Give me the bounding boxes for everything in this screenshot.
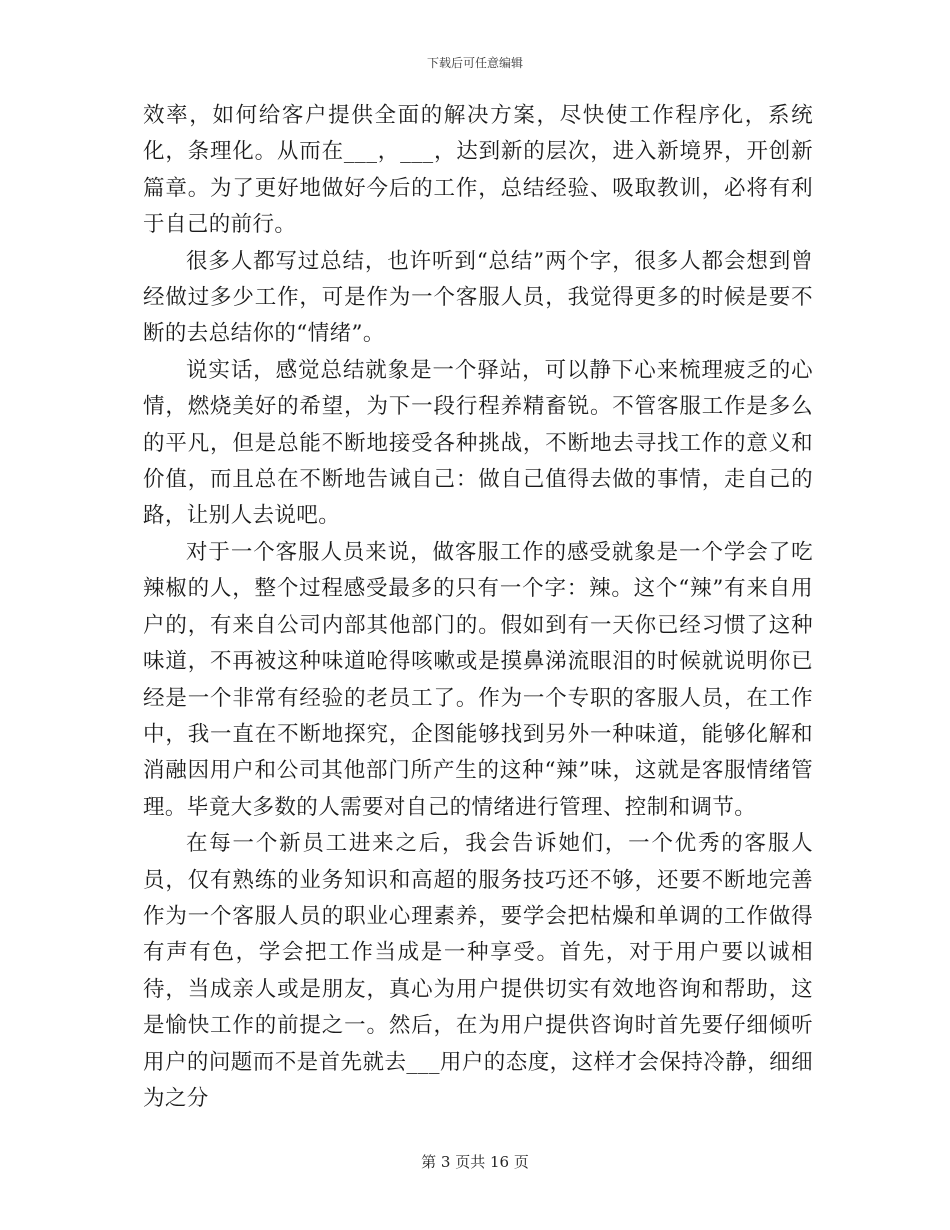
paragraph-4: 对于一个客服人员来说，做客服工作的感受就象是一个学会了吃辣椒的人，整个过程感受最多的只有一个字：辣。这个“辣”有来自用户的，有来自公司内部其他部门的。假如到有一天你已经习惯了这种味道，不再被这种味道呛得咳嗽或是摸鼻涕流眼泪的时候就说明你已经是一个非常有经验的老员工了。作为一个专职的客服人员，在工作中，我一直在不断地探究，企图能够找到另外一种味道，能够化解和消融因用户和公司其他部门所产生的这种“辣”味，这就是客服情绪管理。毕竟大多数的人需要对自己的情绪进行管理、控制和调节。 bbox=[143, 539, 813, 820]
paragraph-2: 很多人都写过总结，也许听到“总结”两个字，很多人都会想到曾经做过多少工作，可是作为一个客服人员，我觉得更多的时候是要不断的去总结你的“情绪”。 bbox=[143, 248, 813, 347]
paragraph-5: 在每一个新员工进来之后，我会告诉她们，一个优秀的客服人员，仅有熟练的业务知识和高超的服务技巧还不够，还要不断地完善作为一个客服人员的职业心理素养，要学会把枯燥和单调的工作做得有声有色，学会把工作当成是一种享受。首先，对于用户要以诚相待，当成亲人或是朋友，真心为用户提供切实有效地咨询和帮助，这是愉快工作的前提之一。然后，在为用户提供咨询时首先要仔细倾听用户的问题而不是首先就去___用户的态度，这样才会保持冷静，细细为之分 bbox=[143, 831, 813, 1111]
document-body bbox=[143, 98, 813, 1117]
page-number-footer: 第 3 页共 16 页 bbox=[421, 1153, 529, 1171]
page-header: 下载后可任意编辑 bbox=[426, 56, 523, 70]
paragraph-1: 效率，如何给客户提供全面的解决方案，尽快使工作程序化，系统化，条理化。从而在___，___，达到新的层次，进入新境界，开创新篇章。为了更好地做好今后的工作，总结经验、吸取教训，必将有利于自己的前行。 bbox=[143, 103, 813, 238]
paragraph-3: 说实话，感觉总结就象是一个驿站，可以静下心来梳理疲乏的心情，燃烧美好的希望，为下一段行程养精畜锐。不管客服工作是多么的平凡，但是总能不断地接受各种挑战，不断地去寻找工作的意义和价值，而且总在不断地告诫自己：做自己值得去做的事情，走自己的路，让别人去说吧。 bbox=[143, 357, 813, 529]
